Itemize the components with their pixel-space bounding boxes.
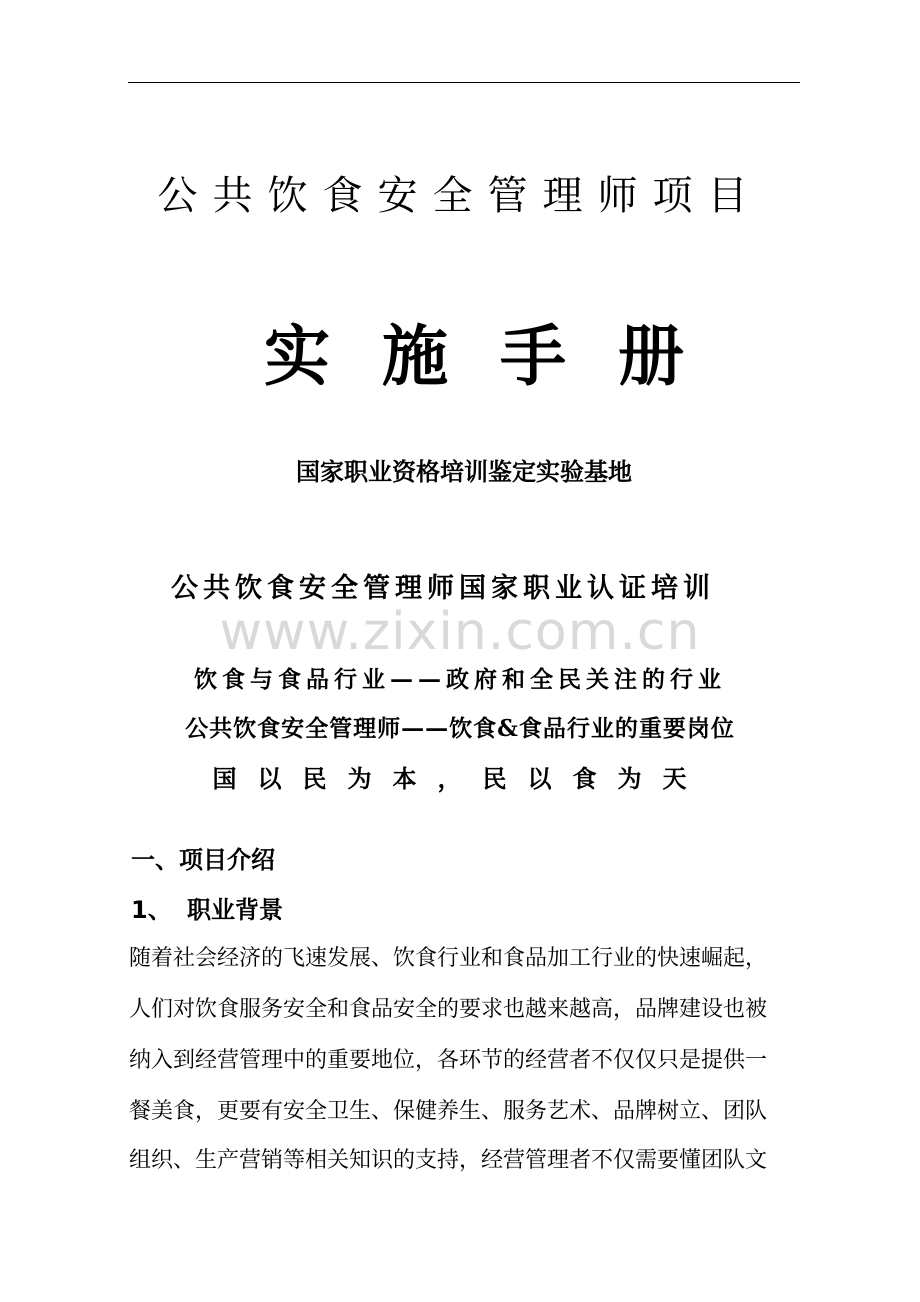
paragraph-line: 餐美食，更要有安全卫生、保健养生、服务艺术、品牌树立、团队 [129,1099,768,1124]
slogan-line2: 公共饮食安全管理师——饮食&食品行业的重要岗位 [185,715,735,742]
paragraph-line: 组织、生产营销等相关知识的支持，经营管理者不仅需要懂团队文 [129,1148,768,1173]
slogan-line3: 国以民为本，民以食为天 [212,765,708,793]
subsection-number: 1、 [131,896,172,924]
slogan-line1: 饮食与食品行业——政府和全民关注的行业 [194,666,726,693]
document-title-line1: 公共饮食安全管理师项目 [157,173,763,219]
paragraph-line: 纳入到经营管理中的重要地位，各环节的经营者不仅仅只是提供一 [129,1048,768,1073]
training-heading: 公共饮食安全管理师国家职业认证培训 [171,573,715,604]
paragraph-line: 人们对饮食服务安全和食品安全的要求也越来越高，品牌建设也被 [129,997,768,1022]
document-title-line2: 实施手册 [264,318,736,395]
subsection-title: 职业背景 [187,896,283,924]
document-subtitle: 国家职业资格培训鉴定实验基地 [296,458,632,486]
watermark-text: www.zixin.com.cn [219,602,701,662]
section-heading: 一、项目介绍 [131,846,275,874]
paragraph-line: 随着社会经济的飞速发展、饮食行业和食品加工行业的快速崛起， [129,946,768,971]
subsection-heading [131,890,283,925]
header-rule [128,82,800,83]
